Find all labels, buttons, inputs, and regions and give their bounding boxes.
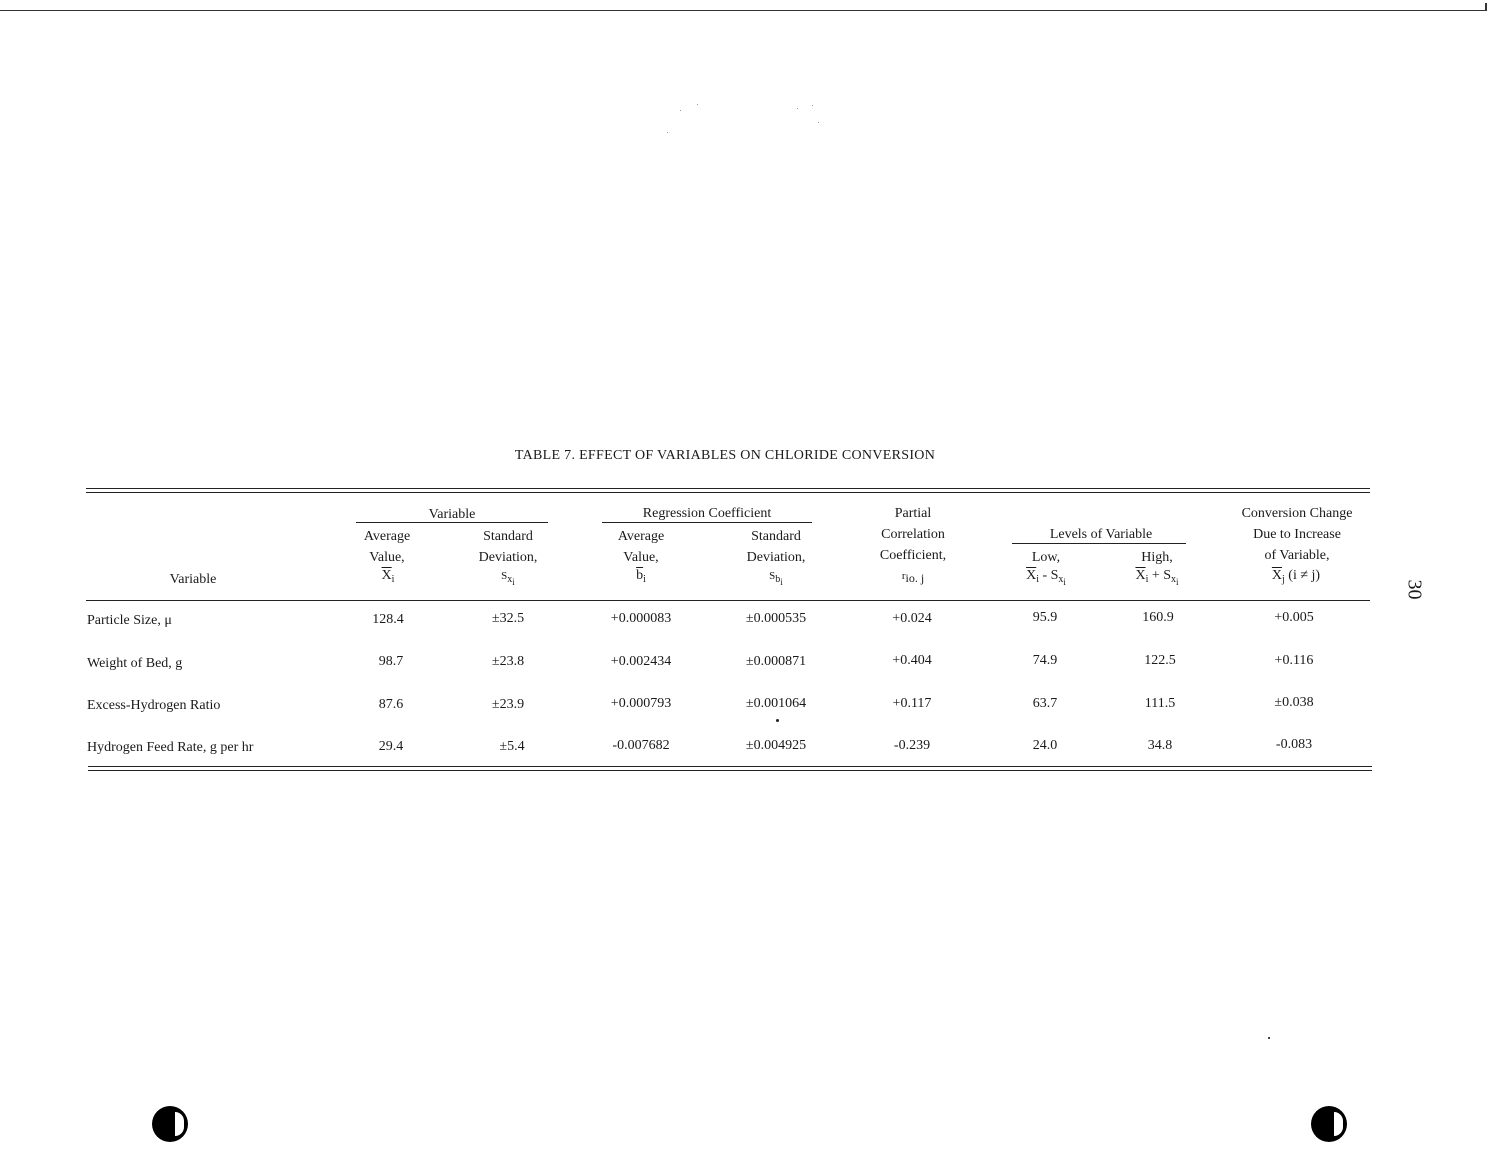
- scan-speck: [812, 105, 813, 106]
- cell-std: ±32.5: [491, 611, 525, 626]
- scan-speck: [1268, 1037, 1270, 1039]
- cell-average: 128.4: [372, 612, 404, 627]
- header-reg-average-line2: Value,: [623, 550, 659, 565]
- header-average-line2: Value,: [369, 550, 405, 565]
- symbol-low-expression: $\overline{X}_i - S_{xi}$: [1026, 568, 1066, 587]
- cell-low: 74.9: [1032, 653, 1058, 668]
- cell-std: ±23.9: [491, 697, 525, 712]
- header-std-line2: Deviation,: [478, 550, 538, 565]
- table-top-rule-2: [86, 492, 1370, 493]
- header-std-line1: Standard: [483, 529, 533, 544]
- cell-std: ±23.8: [491, 654, 525, 669]
- page-top-rule: [0, 10, 1486, 11]
- header-partial-line1: Partial: [894, 506, 932, 521]
- scan-speck: [818, 122, 819, 123]
- row-variable-name: Hydrogen Feed Rate, g per hr: [87, 740, 254, 755]
- cell-conversion: ±0.038: [1274, 695, 1314, 710]
- cell-average: 29.4: [378, 739, 404, 754]
- row-variable-name: Excess-Hydrogen Ratio: [87, 698, 221, 713]
- symbol-std-deviation: $S_{xi}$: [501, 570, 515, 587]
- cell-partial: +0.117: [892, 696, 932, 711]
- scan-speck: [697, 104, 698, 105]
- page-corner-tick: [1485, 3, 1487, 11]
- row-variable-name: Weight of Bed, g: [87, 656, 183, 671]
- scan-speck: [776, 719, 779, 722]
- cell-high: 122.5: [1144, 653, 1176, 668]
- cell-reg-average: +0.002434: [610, 654, 672, 669]
- table-bottom-rule-2: [88, 770, 1372, 771]
- cell-reg-average: -0.007682: [612, 738, 670, 753]
- scan-speck: [667, 132, 668, 133]
- table-top-rule-1: [86, 488, 1370, 489]
- symbol-high-expression: $\overline{X}_i + S_{xi}$: [1135, 568, 1179, 587]
- punch-hole-left: [152, 1106, 188, 1142]
- cell-reg-std: ±0.000535: [745, 611, 807, 626]
- cell-partial: -0.239: [893, 738, 931, 753]
- header-variable-group: Variable: [428, 507, 476, 522]
- cell-average: 87.6: [378, 697, 404, 712]
- symbol-partial-correlation: rio. j: [901, 570, 925, 585]
- cell-reg-std: ±0.001064: [745, 696, 807, 711]
- header-average-line1: Average: [363, 529, 411, 544]
- cell-conversion: -0.083: [1275, 737, 1313, 752]
- header-conversion-line1: Conversion Change: [1241, 506, 1353, 521]
- header-reg-std-line1: Standard: [751, 529, 801, 544]
- cell-high: 160.9: [1142, 610, 1174, 625]
- cell-partial: +0.404: [892, 653, 932, 668]
- header-conversion-line2: Due to Increase: [1253, 527, 1341, 542]
- cell-high: 111.5: [1144, 696, 1176, 711]
- cell-std: ±5.4: [499, 739, 525, 754]
- row-variable-name: Particle Size, μ: [87, 613, 172, 628]
- header-conversion-line3: of Variable,: [1264, 548, 1330, 563]
- header-partial-line3: Coefficient,: [879, 548, 947, 563]
- header-partial-line2: Correlation: [881, 527, 945, 542]
- cell-low: 95.9: [1032, 610, 1058, 625]
- scan-speck: [797, 108, 798, 109]
- cell-partial: +0.024: [892, 611, 932, 626]
- cell-high: 34.8: [1147, 738, 1173, 753]
- symbol-average-value: $\overline{X}_i$: [381, 568, 395, 585]
- table-title: TABLE 7. EFFECT OF VARIABLES ON CHLORIDE CONVERSION: [514, 448, 936, 463]
- cell-low: 63.7: [1032, 696, 1058, 711]
- cell-reg-average: +0.000793: [610, 696, 672, 711]
- cell-average: 98.7: [378, 654, 404, 669]
- header-high: High,: [1141, 550, 1173, 565]
- table-bottom-rule-1: [88, 766, 1372, 767]
- header-levels-group: Levels of Variable: [1049, 527, 1153, 542]
- symbol-conversion-change: $\overline{X}_j$ (i ≠ j): [1271, 568, 1321, 585]
- header-reg-std-line2: Deviation,: [746, 550, 806, 565]
- header-bottom-rule: [86, 600, 1370, 601]
- page-number: 30: [1403, 579, 1426, 600]
- header-variable-column: Variable: [169, 572, 217, 587]
- cell-reg-average: +0.000083: [610, 611, 672, 626]
- cell-conversion: +0.005: [1274, 610, 1314, 625]
- scan-speck: [680, 110, 681, 111]
- cell-low: 24.0: [1032, 738, 1058, 753]
- symbol-reg-average: $\overline{b}_i$: [636, 568, 646, 585]
- cell-reg-std: ±0.004925: [745, 738, 807, 753]
- punch-hole-right: [1311, 1106, 1347, 1142]
- header-reg-average-line1: Average: [617, 529, 665, 544]
- header-regression-group: Regression Coefficient: [642, 506, 772, 521]
- header-low: Low,: [1031, 550, 1061, 565]
- cell-reg-std: ±0.000871: [745, 654, 807, 669]
- cell-conversion: +0.116: [1274, 653, 1314, 668]
- symbol-reg-std: $S_{bi}$: [769, 570, 783, 587]
